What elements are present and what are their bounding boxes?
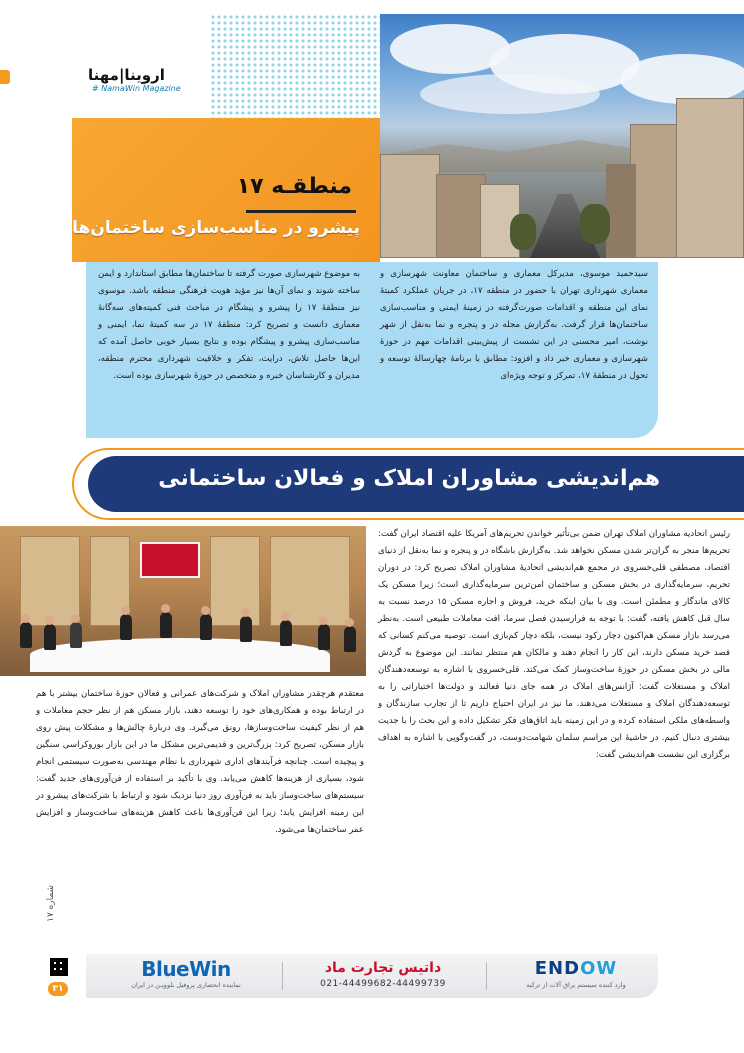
city-street-photo [380,14,744,258]
intro-text-left: به موضوع شهرسازی صورت گرفته تا ساختمان‌ها مطابق استاندارد و ایمن ساخته شوند و نمای آن‌ها نیز مؤید هویت فرهنگی منطقه باشد. موسوی نیز منطقهٔ ۱۷ را پیشرو و پیشگام در مباحث فنی کمیته‌های سه‌گانهٔ معماری دانست و تصریح کرد: منطقهٔ ۱۷ در سه کمیتهٔ نما، ایمنی و مناسب‌سازی پیشرو و پیشگام بوده و نتایج بسیار خوبی حاصل آمده که این‌ها حاصل تلاش، درایت، تفکر و خلاقیت شهرداری محترم منطقه، مدیران و کارشناسان خبره و متخصص در حوزهٔ شهرسازی بوده است. [98,269,361,381]
section-title: هم‌اندیشی مشاوران املاک و فعالان ساختمانی [158,466,660,491]
ad-bluewin[interactable] [106,958,266,994]
qr-code-icon [50,958,68,976]
logo-accent-bar [0,70,10,84]
issue-label: شماره ۱۷ [46,884,56,922]
title-underline [246,210,356,213]
ad-endow[interactable] [506,958,646,994]
zone-subtitle: پیشرو در مناسب‌سازی ساختمان‌ها [72,218,360,238]
ad-divider [282,962,283,990]
meeting-photo [0,526,366,676]
endow-tagline: وارد کننده سیستم یراق آلات از ترکیه [526,981,626,989]
section-banner [88,456,744,512]
logo-title: اروینا|مهنا [88,66,165,84]
title-box [72,118,380,262]
endow-logo: ENDOW [534,958,618,979]
article-text-right: رئیس اتحادیه مشاوران املاک تهران ضمن بی‌تأثیر خواندن تحریم‌های آمریکا علیه اقتصاد ایران گفت: تحریم‌ها منجر به گران‌تر شدن مسکن نخواهد شد. به‌گزارش باشگاه در و پنجره و نما به‌نقل از دنیای اقتصاد، مصطفی قلی‌خسروی در مجمع هم‌اندیشی اتحادیهٔ مشاوران املاک تصریح کرد: در دوران تحریم، سرمایه‌گذاری در بخش مسکن و ساختمان امن‌ترین سرمایه‌گذاری است؛ زیرا مسکن یک کالای ماندگار و مطمئن است. وی با بیان اینکه خرید، فروش و اجاره مسکن ۱۵ درصد نسبت به سال قبل کاهش یافته، گفت: با توجه به فرارسیدن فصل سرما، افت معاملات طبیعی است. به‌نظر می‌رسد بازار مسکن هم‌اکنون دچار رکود نیست، بلکه دچار کم‌بازی است. توصیه می‌کنم کسانی که قصد خرید مسکن دارند، این کار را انجام دهند و مالکان هم منتظر نمانند. این موضوع به گردش مالی در بخش مسکن در حوزهٔ ساخت‌وساز کمک می‌کند. قلی‌خسروی با اشاره به توسعه‌دهندگان املاک و مستغلات گفت: آژانس‌های املاک در همه جای دنیا فعالند و دولت‌ها اختیاراتی را به توسعه‌دهندگان املاک و مستغلات می‌دهند. ما نیز در ایران احتیاج داریم تا از تجارب سازندگان و واسطه‌های ملکی استفاده کرده و در این زمینه باید اتاق‌های فکر تشکیل داده و این بحث را با جدیت بیشتری دنبال کنیم. در حاشیهٔ این مراسم سلمان شهامت‌دوست، در گفت‌وگویی با اشاره به اهداف برگزاری این نشست هم‌اندیشی گفت: [378,529,731,760]
intro-text-right: سیدحمید موسوی، مدیرکل معماری و ساختمان معاونت شهرسازی و معماری شهرداری تهران با حضور در منطقه ۱۷، در جریان عملکرد کمیتهٔ نمای این منطقه و اقدامات صورت‌گرفته در زمینهٔ ایمنی و مناسب‌سازی ساختمان‌ها قرار گرفت. به‌گزارش مجله در و پنجره و نما به‌نقل از شهر نوشت، امیر محسنی در این نشست از پیش‌بینی اقدامات مهم در حوزهٔ شهرسازی و معماری خبر داد و افزود: مطابق با برنامهٔ چهارسالهٔ توسعه و تحول در منطقهٔ ۱۷، تمرکز و توجه ویژه‌ای [380,269,648,381]
presentation-screen [140,542,200,578]
advertisement-bar [86,954,658,998]
logo-subtitle: # NamaWin Magazine [92,84,181,93]
page-number: ۳۱ [48,982,68,996]
dateis-name: داتیس تجارت ماد [324,960,442,976]
article-text-left: معتقدم هرچقدر مشاوران املاک و شرکت‌های عمرانی و فعالان حوزهٔ ساختمان بیشتر با هم در ارتباط بوده و همکاری‌های خود را توسعه دهند، بازار مسکن هم از نظر حجم معاملات و هم از نظر کیفیت ساخت‌وسازها، رونق می‌گیرد. وی دربارهٔ چالش‌ها و مشکلات پیش روی بازار مسکن، تصریح کرد: بزرگ‌ترین و قدیمی‌ترین مشکل ما در این بازار بوروکراسی سنگین و پیچیده است. چنانچه فرآیندهای اداری شهرداری با نظام مهندسی به‌صورت سیستمی انجام شود، بسیاری از هزینه‌ها کاهش می‌یابد. وی با تأکید بر استفاده از فن‌آوری‌های جدید گفت: سیستم‌های ساخت‌وساز باید به فن‌آوری روز دنیا نزدیک شود و ارتباط با شرکت‌های پیشرو در این زمینه افزایش یابد؛ زیرا این فن‌آوری‌ها باعث کاهش هزینه‌های ساخت‌وساز و افزایش عمر ساختمان‌ها می‌شود. [36,689,364,835]
dateis-phone: 021-44499682-44499739 [320,979,446,989]
bluewin-tagline: نماینده انحصاری پروفیل بلوویـن در ایران [131,981,241,989]
bluewin-logo: BlueWin [141,957,231,981]
ad-dateis[interactable] [298,958,468,994]
zone-title: منطقـه ۱۷ [236,174,352,199]
intro-box [86,262,658,438]
magazine-logo [0,66,200,93]
ad-divider [486,962,487,990]
